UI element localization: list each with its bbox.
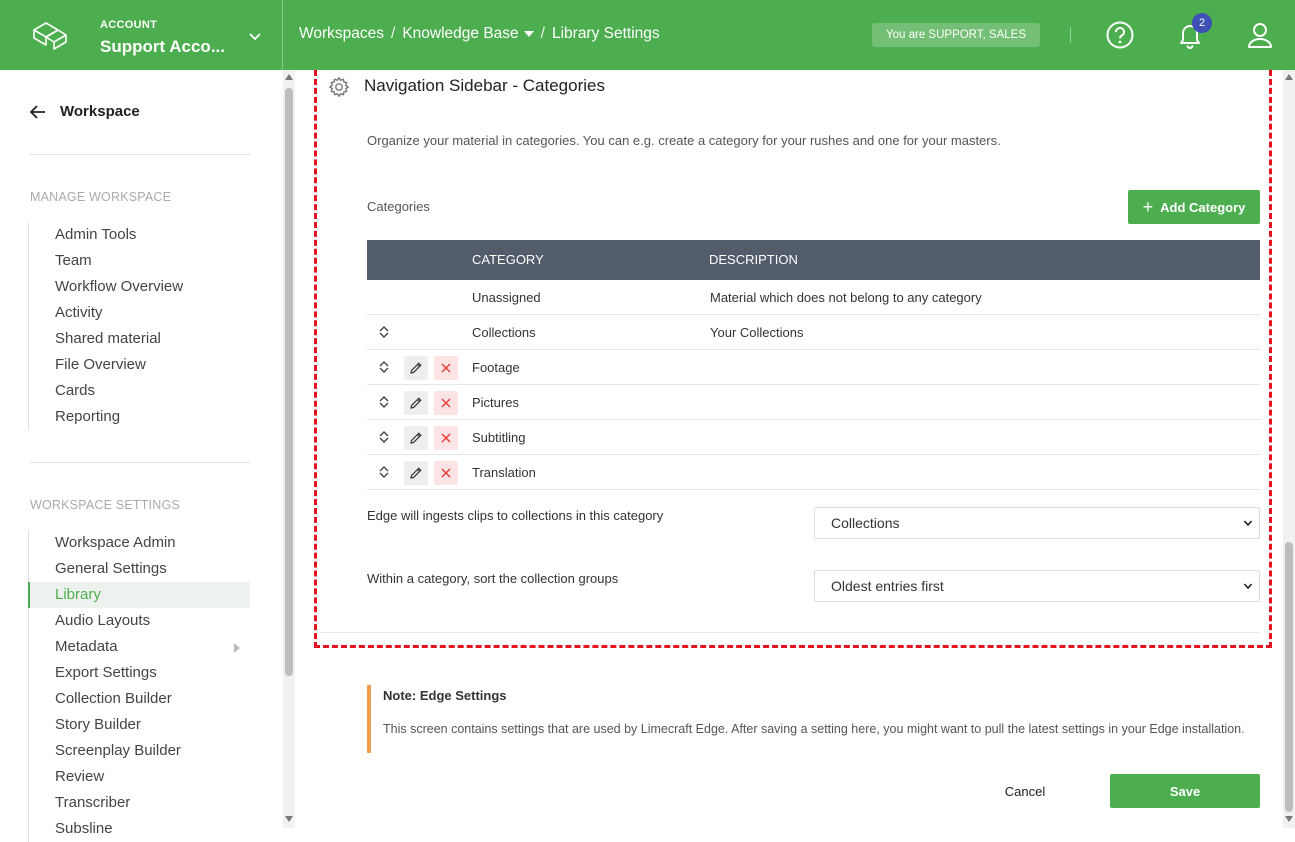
edge-settings-note [367, 685, 1260, 753]
categories-table [367, 240, 1260, 490]
main-scrollbar[interactable] [1283, 70, 1295, 828]
table-row [367, 385, 1260, 420]
settings-section-title: WORKSPACE SETTINGS [30, 498, 180, 512]
table-row [367, 315, 1260, 350]
sort-order-label: Within a category, sort the collection groups [367, 571, 619, 586]
gear-icon [328, 76, 350, 98]
sidebar-item-reporting[interactable]: Reporting [55, 408, 121, 425]
chevron-right-icon [234, 643, 240, 653]
pencil-icon [409, 361, 423, 375]
panel-title: Navigation Sidebar - Categories [364, 76, 605, 95]
sidebar-divider [30, 462, 250, 463]
category-name: Translation [472, 465, 536, 480]
sort-order-select[interactable] [814, 570, 1260, 602]
breadcrumb-separator: / [391, 25, 396, 42]
sidebar-scroll-thumb[interactable] [285, 88, 293, 676]
note-title: Note: Edge Settings [383, 688, 507, 703]
sidebar-item-subsline[interactable]: Subsline [55, 820, 113, 837]
scroll-up-arrow-icon[interactable] [1285, 74, 1293, 80]
scroll-down-arrow-icon[interactable] [285, 816, 293, 822]
scroll-up-arrow-icon[interactable] [285, 74, 293, 80]
scroll-down-arrow-icon[interactable] [1285, 816, 1293, 822]
note-body: This screen contains settings that are used by Limecraft Edge. After saving a setting here, you might want to pull the latest settings in your Edge installation. [383, 722, 1245, 736]
arrow-left-icon [30, 105, 46, 119]
table-row [367, 420, 1260, 455]
limecraft-logo-icon [32, 18, 68, 50]
category-description: Your Collections [710, 325, 804, 340]
sidebar-item-transcriber[interactable]: Transcriber [55, 794, 131, 811]
save-button[interactable]: Save [1110, 774, 1260, 808]
reorder-handle-icon[interactable] [378, 360, 390, 374]
sidebar-item-review[interactable]: Review [55, 768, 105, 785]
sidebar-item-workflow-overview[interactable]: Workflow Overview [55, 278, 184, 295]
user-profile-icon[interactable] [1245, 20, 1275, 50]
breadcrumb-separator: / [540, 25, 545, 42]
column-header-description: DESCRIPTION [709, 252, 798, 267]
sidebar-item-metadata-label: Metadata [55, 638, 118, 655]
sidebar-item-workspace-admin[interactable]: Workspace Admin [55, 534, 176, 551]
chevron-down-icon [1243, 518, 1253, 528]
pencil-icon [409, 431, 423, 445]
breadcrumb-knowledge-base[interactable] [402, 25, 533, 43]
reorder-handle-icon[interactable] [378, 430, 390, 444]
chevron-down-icon[interactable] [247, 28, 263, 44]
chevron-down-icon [1243, 581, 1253, 591]
breadcrumb [299, 25, 660, 43]
cancel-button[interactable]: Cancel [990, 775, 1060, 807]
role-indicator: You are SUPPORT, SALES [872, 23, 1040, 47]
edit-category-button[interactable] [404, 356, 428, 380]
breadcrumb-workspaces[interactable]: Workspaces [299, 25, 384, 42]
column-header-category: CATEGORY [472, 252, 544, 267]
account-label: ACCOUNT [100, 19, 158, 31]
pencil-icon [409, 396, 423, 410]
topbar-divider [1070, 27, 1071, 43]
edit-category-button[interactable] [404, 426, 428, 450]
back-label: Workspace [60, 103, 140, 120]
category-name: Footage [472, 360, 520, 375]
category-name: Pictures [472, 395, 519, 410]
delete-category-button[interactable] [434, 461, 458, 485]
close-icon [440, 432, 452, 444]
table-row [367, 280, 1260, 315]
notification-count-badge: 2 [1192, 13, 1212, 33]
sidebar-item-story-builder[interactable]: Story Builder [55, 716, 141, 733]
delete-category-button[interactable] [434, 391, 458, 415]
category-name: Unassigned [472, 290, 541, 305]
categories-label: Categories [367, 199, 430, 214]
sidebar [0, 70, 283, 837]
close-icon [440, 467, 452, 479]
reorder-handle-icon[interactable] [378, 395, 390, 409]
plus-icon: + [1142, 197, 1154, 217]
sidebar-item-collection-builder[interactable]: Collection Builder [55, 690, 172, 707]
edge-ingest-value: Collections [831, 515, 900, 531]
help-icon[interactable] [1105, 20, 1135, 50]
sidebar-item-cards[interactable]: Cards [55, 382, 96, 399]
manage-section-title: MANAGE WORKSPACE [30, 190, 172, 204]
sidebar-item-activity[interactable]: Activity [55, 304, 103, 321]
sidebar-scrollbar[interactable] [283, 70, 295, 828]
category-name: Collections [472, 325, 536, 340]
pencil-icon [409, 466, 423, 480]
delete-category-button[interactable] [434, 426, 458, 450]
sidebar-divider [30, 154, 250, 155]
sidebar-item-team[interactable]: Team [55, 252, 92, 269]
account-switcher[interactable] [0, 0, 283, 70]
account-name: Support Acco... [100, 37, 225, 56]
edit-category-button[interactable] [404, 391, 428, 415]
table-row [367, 455, 1260, 490]
panel-bottom-border [320, 632, 1260, 633]
sidebar-item-file-overview[interactable]: File Overview [55, 356, 146, 373]
sort-order-value: Oldest entries first [831, 578, 944, 594]
category-description: Material which does not belong to any category [710, 290, 982, 305]
edge-ingest-select[interactable] [814, 507, 1260, 539]
caret-down-icon [524, 31, 534, 37]
sidebar-item-library[interactable]: Library [28, 582, 250, 608]
breadcrumb-current: Library Settings [551, 25, 660, 42]
sidebar-item-export-settings[interactable]: Export Settings [55, 664, 157, 681]
add-category-label: Add Category [1160, 199, 1246, 215]
sidebar-item-screenplay-builder[interactable]: Screenplay Builder [55, 742, 181, 759]
reorder-handle-icon[interactable] [378, 465, 390, 479]
top-bar [0, 0, 1295, 70]
sidebar-item-audio-layouts[interactable]: Audio Layouts [55, 612, 151, 629]
main-scroll-thumb[interactable] [1285, 542, 1293, 812]
sidebar-item-metadata[interactable] [29, 634, 250, 660]
close-icon [440, 397, 452, 409]
settings-list [28, 530, 250, 842]
panel-description: Organize your material in categories. You can e.g. create a category for your rushes and one for your masters. [367, 133, 1001, 148]
close-icon [440, 362, 452, 374]
manage-list [28, 222, 250, 430]
category-name: Subtitling [472, 430, 526, 445]
edit-category-button[interactable] [404, 461, 428, 485]
sidebar-item-general-settings[interactable]: General Settings [55, 560, 167, 577]
breadcrumb-knowledge-base-label: Knowledge Base [402, 25, 519, 42]
back-to-workspace[interactable] [30, 103, 140, 120]
edge-ingest-label: Edge will ingests clips to collections in this category [367, 508, 664, 523]
reorder-handle-icon[interactable] [378, 325, 390, 339]
delete-category-button[interactable] [434, 356, 458, 380]
sidebar-item-admin-tools[interactable]: Admin Tools [55, 226, 137, 243]
add-category-button[interactable] [1128, 190, 1260, 224]
sidebar-item-shared-material[interactable]: Shared material [55, 330, 161, 347]
table-row [367, 350, 1260, 385]
table-header [367, 240, 1260, 280]
